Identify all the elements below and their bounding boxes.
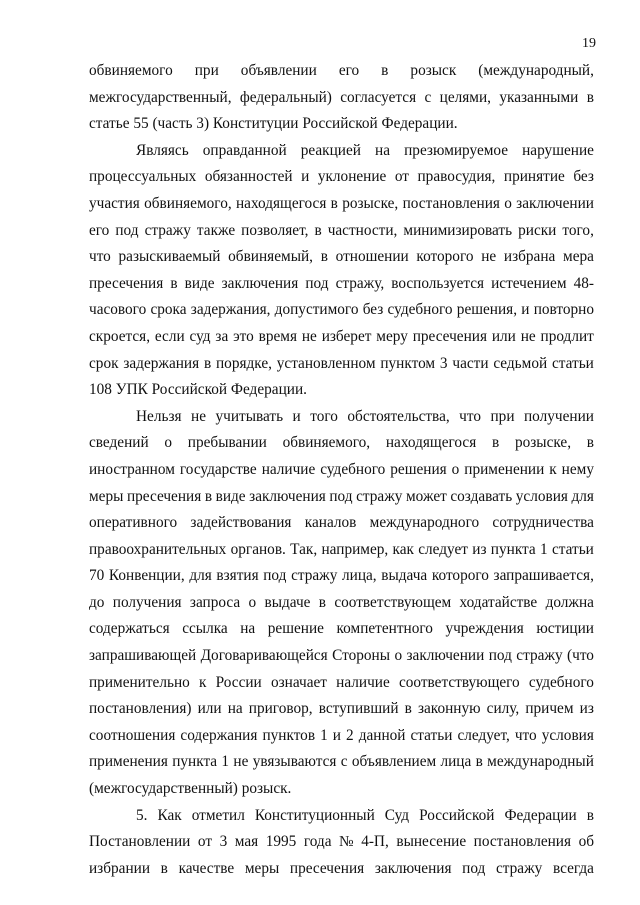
document-body xyxy=(89,58,594,882)
word: соотношения xyxy=(89,726,176,744)
word: целями, xyxy=(439,88,491,106)
word: ходатайстве xyxy=(459,593,538,611)
word: объявлении xyxy=(240,62,317,79)
word: увязываются xyxy=(252,753,337,771)
word: мая xyxy=(234,833,259,851)
word: наличие xyxy=(261,460,316,478)
word: истечением xyxy=(491,274,567,292)
word: в xyxy=(160,859,168,877)
word: об xyxy=(578,833,594,851)
word: из xyxy=(579,700,594,718)
word: срока xyxy=(150,301,187,319)
word: под xyxy=(115,221,139,239)
word: заключении xyxy=(516,194,594,212)
text-line xyxy=(89,616,594,643)
word: следует, xyxy=(457,726,510,744)
word: наличие xyxy=(336,673,390,691)
word: заключения xyxy=(249,487,326,505)
word: для xyxy=(571,487,594,505)
word: не xyxy=(233,753,249,771)
word: постановления xyxy=(473,833,572,851)
word: розыске, xyxy=(514,434,572,452)
word: согласуется xyxy=(340,88,417,106)
word: взятия xyxy=(216,567,259,585)
word: от xyxy=(197,833,213,851)
word: избрании xyxy=(89,859,151,877)
word: процессуальных xyxy=(89,168,197,186)
word: запроса xyxy=(189,593,241,611)
word: суд xyxy=(189,327,211,345)
word: на xyxy=(240,620,256,638)
word: года xyxy=(303,833,332,851)
word: может xyxy=(406,487,447,505)
text-line xyxy=(89,856,594,883)
text-line xyxy=(89,670,594,697)
word: без xyxy=(362,301,384,319)
word: заключения xyxy=(221,274,299,292)
word: избрана xyxy=(503,248,556,266)
word: без xyxy=(573,168,594,186)
word: частности, xyxy=(327,221,398,239)
word: федеральный) xyxy=(239,88,332,106)
word: пресечения xyxy=(126,487,202,505)
word: создавать xyxy=(450,487,513,505)
word: к xyxy=(199,673,207,691)
word: Российской xyxy=(419,806,495,824)
word: от xyxy=(394,168,409,186)
word: в xyxy=(314,221,322,239)
word: уклонение xyxy=(317,168,387,186)
text-line xyxy=(89,324,594,351)
word: задействования xyxy=(190,514,292,532)
word: обвиняемого, xyxy=(282,434,371,452)
text-line xyxy=(89,643,594,670)
word: не xyxy=(301,327,317,345)
word: правосудия, xyxy=(417,168,496,186)
word: розыске, xyxy=(342,194,399,212)
word: 1 xyxy=(221,753,230,771)
word: 70 xyxy=(89,567,105,585)
word: учитывать xyxy=(215,407,284,425)
word: под xyxy=(329,487,353,505)
word: каналов xyxy=(304,514,357,532)
word: мера xyxy=(563,248,594,266)
word: того, xyxy=(562,221,594,239)
word: время xyxy=(258,327,298,345)
word: которого xyxy=(431,567,489,585)
word: решения, xyxy=(456,301,518,319)
word: обвиняемого, xyxy=(144,194,232,212)
word: причем xyxy=(525,700,574,718)
word: обвиняемого xyxy=(89,62,173,79)
word: Договаривающейся xyxy=(200,647,328,665)
word: находящегося xyxy=(235,194,327,212)
word: 2 xyxy=(346,726,354,744)
word: нему xyxy=(561,460,594,478)
word: 1 xyxy=(320,726,328,744)
word: № xyxy=(339,833,354,851)
word: не xyxy=(191,407,206,425)
text-line xyxy=(89,484,594,511)
word: задержания, xyxy=(190,301,271,319)
word: международный xyxy=(487,753,594,771)
word: судебного xyxy=(387,301,453,319)
word: Стороны xyxy=(332,647,391,665)
word: стражу xyxy=(356,487,403,505)
word: меры xyxy=(244,859,280,877)
word: учреждения xyxy=(445,620,524,638)
word: органов. xyxy=(230,540,286,558)
word: обстоятельства, xyxy=(347,407,450,425)
word: сведений xyxy=(89,434,149,452)
word: заключении xyxy=(406,647,485,665)
word: в xyxy=(381,62,389,79)
word: в xyxy=(404,700,412,718)
text-line xyxy=(89,563,594,590)
word: запрашивается, xyxy=(493,567,594,585)
word: обвиняемый, xyxy=(228,248,313,266)
word: 1995 xyxy=(265,833,297,851)
word: международного xyxy=(369,514,480,532)
word: должна xyxy=(545,593,594,611)
text-line xyxy=(89,85,594,112)
text-line xyxy=(89,138,594,165)
word: седьмой xyxy=(493,354,548,372)
word: риски xyxy=(518,221,557,239)
word: решение xyxy=(267,620,324,638)
word: 48- xyxy=(573,274,594,292)
word: оправданной xyxy=(202,141,287,159)
word: также xyxy=(196,221,236,239)
word: применительно xyxy=(89,673,190,691)
word: 4-П, xyxy=(361,833,389,851)
word: пресечения xyxy=(412,327,487,345)
word: что xyxy=(514,726,537,744)
word: в xyxy=(170,274,178,292)
word: до xyxy=(89,593,105,611)
word: и xyxy=(292,407,301,425)
word: иностранном xyxy=(89,460,175,478)
text-line xyxy=(89,723,594,750)
word: в xyxy=(586,434,594,452)
word: законную xyxy=(417,700,481,718)
word: что xyxy=(459,407,481,425)
word: Федерации xyxy=(504,806,577,824)
word: под xyxy=(488,647,512,665)
word: часового xyxy=(89,301,147,319)
word: не xyxy=(520,327,536,345)
word: с xyxy=(424,88,432,106)
word: установленном xyxy=(276,354,376,372)
word: условия xyxy=(541,726,594,744)
word: в xyxy=(586,806,594,824)
word: запрашивающей xyxy=(89,647,197,665)
word: указанными xyxy=(499,88,579,106)
word: пресечения xyxy=(89,274,164,292)
text-line xyxy=(89,749,594,776)
word: как xyxy=(392,540,414,558)
word: и xyxy=(332,726,341,744)
word: пункта xyxy=(172,753,218,771)
word: его xyxy=(89,221,110,239)
word: о xyxy=(394,647,403,665)
word: участия xyxy=(89,194,140,212)
word: стражу xyxy=(291,567,338,585)
page-number: 19 xyxy=(582,36,596,51)
word: Как xyxy=(157,806,182,824)
word: из xyxy=(472,540,487,558)
text-line xyxy=(89,430,594,457)
word: отметил xyxy=(191,806,245,824)
word: лица xyxy=(440,753,472,771)
text-line xyxy=(89,164,594,191)
text-line xyxy=(89,271,594,298)
word: его xyxy=(338,62,360,79)
word: под xyxy=(263,567,287,585)
word: Конвенции, xyxy=(108,567,185,585)
word: или xyxy=(197,700,222,718)
word: скроется, xyxy=(89,327,151,345)
word: части xyxy=(452,354,489,372)
word: стражу xyxy=(516,647,563,665)
word: срок xyxy=(89,354,119,372)
word: изберет xyxy=(321,327,372,345)
word: воспользуется xyxy=(391,274,485,292)
word: стражу, xyxy=(335,274,385,292)
word: реакцией xyxy=(300,141,361,159)
word: при xyxy=(490,407,515,425)
text-line xyxy=(89,696,594,723)
word: заключения xyxy=(374,859,452,877)
word: Конституционный xyxy=(254,806,375,824)
word: в xyxy=(330,194,338,212)
word: о xyxy=(451,460,460,478)
word: позволяет, xyxy=(241,221,309,239)
word: если xyxy=(154,327,185,345)
word: сотрудничества xyxy=(492,514,594,532)
word: к xyxy=(549,460,557,478)
word: правоохранительных xyxy=(89,540,227,558)
word: находящегося xyxy=(385,434,477,452)
word: соответствующего xyxy=(398,673,520,691)
word: пресечения xyxy=(289,859,365,877)
word: судебного xyxy=(528,673,594,691)
word: о xyxy=(248,593,257,611)
word: постановления xyxy=(402,194,500,212)
word: содержания xyxy=(180,726,258,744)
word: решения xyxy=(390,460,447,478)
word: России xyxy=(215,673,262,691)
text-line xyxy=(89,590,594,617)
word: на xyxy=(227,700,243,718)
word: и xyxy=(521,301,530,319)
text-line: (межгосударственный) розыск. xyxy=(89,780,292,798)
word: в xyxy=(475,753,483,771)
word: разыскиваемый xyxy=(118,248,221,266)
word: лица, xyxy=(342,567,377,585)
word: компетентного xyxy=(336,620,433,638)
text-line xyxy=(89,404,594,431)
word: пункта xyxy=(490,540,536,558)
word: оперативного xyxy=(89,514,178,532)
word: не xyxy=(481,248,497,266)
word: в xyxy=(204,487,213,505)
text-line xyxy=(89,457,594,484)
word: в xyxy=(318,593,326,611)
word: означает xyxy=(270,673,327,691)
text-line xyxy=(89,510,594,537)
word: Постановлении xyxy=(89,833,191,851)
word: приговор, xyxy=(248,700,313,718)
word: 1 xyxy=(540,540,548,558)
word: силу, xyxy=(486,700,520,718)
word: о xyxy=(504,194,512,212)
word: межгосударственный, xyxy=(89,88,232,106)
word: под xyxy=(462,859,486,877)
word: пунктом xyxy=(380,354,436,372)
word: статьи xyxy=(551,540,594,558)
word: повторно xyxy=(533,301,594,319)
word: Являясь xyxy=(136,141,189,159)
word: стражу xyxy=(496,859,543,877)
word: следует xyxy=(418,540,468,558)
word: (что xyxy=(567,647,594,665)
word: выдаче xyxy=(264,593,311,611)
word: допустимого xyxy=(274,301,359,319)
word: Так, xyxy=(290,540,318,558)
word: розыск xyxy=(410,62,457,79)
word: презюмируемое xyxy=(404,141,509,159)
word: для xyxy=(189,567,212,585)
word: в xyxy=(203,354,212,372)
word: это xyxy=(233,327,254,345)
text-line xyxy=(89,297,594,324)
text-line xyxy=(89,244,594,271)
word: нарушение xyxy=(522,141,594,159)
word: минимизировать xyxy=(403,221,513,239)
word: 5. xyxy=(136,806,148,824)
word: с xyxy=(340,753,348,771)
text-line xyxy=(89,58,594,85)
word: пребывании xyxy=(187,434,267,452)
word: в xyxy=(586,88,594,106)
word: о xyxy=(164,434,173,452)
word: вступивший xyxy=(318,700,399,718)
word: (международный, xyxy=(478,62,594,79)
word: государстве xyxy=(179,460,257,478)
text-line xyxy=(89,218,594,245)
word: стражу xyxy=(144,221,191,239)
word: Нельзя xyxy=(136,407,182,425)
word: постановления) xyxy=(89,700,192,718)
text-line xyxy=(89,351,594,378)
word: меры xyxy=(89,487,124,505)
word: данной xyxy=(358,726,406,744)
word: судебного xyxy=(320,460,386,478)
text-line: статье 55 (часть 3) Конституции Российской Федерации. xyxy=(89,115,458,133)
word: при xyxy=(194,62,219,79)
word: порядке, xyxy=(215,354,272,372)
word: всегда xyxy=(552,859,594,877)
text-line xyxy=(89,829,594,856)
word: например, xyxy=(321,540,389,558)
text-line xyxy=(89,803,594,830)
word: 3 xyxy=(219,833,228,851)
word: ссылка xyxy=(182,620,228,638)
word: 3 xyxy=(439,354,448,372)
word: продлит xyxy=(540,327,594,345)
word: выдача xyxy=(381,567,428,585)
word: обязанностей xyxy=(204,168,293,186)
text-line xyxy=(89,537,594,564)
text-line xyxy=(89,191,594,218)
text-line: 108 УПК Российской Федерации. xyxy=(89,381,307,399)
word: задержания xyxy=(123,354,200,372)
word: статьи xyxy=(551,354,594,372)
word: содержаться xyxy=(89,620,170,638)
word: на xyxy=(375,141,391,159)
word: и xyxy=(301,168,310,186)
word: Суд xyxy=(384,806,410,824)
word: принятие xyxy=(503,168,565,186)
word: статьи xyxy=(410,726,453,744)
word: или xyxy=(491,327,516,345)
word: виде xyxy=(215,487,246,505)
word: получения xyxy=(112,593,182,611)
word: вынесение xyxy=(396,833,467,851)
word: под xyxy=(305,274,329,292)
word: юстиции xyxy=(536,620,594,638)
word: применении xyxy=(464,460,545,478)
word: соответствующем xyxy=(334,593,452,611)
word: меру xyxy=(376,327,408,345)
word: виде xyxy=(184,274,215,292)
word: объявлением xyxy=(351,753,437,771)
word: условия xyxy=(515,487,568,505)
word: пунктов xyxy=(262,726,316,744)
word: получении xyxy=(524,407,594,425)
word: что xyxy=(89,248,111,266)
word: которого xyxy=(416,248,474,266)
word: отношении xyxy=(335,248,409,266)
word: того xyxy=(310,407,338,425)
word: качестве xyxy=(178,859,235,877)
word: в xyxy=(320,248,328,266)
word: за xyxy=(215,327,229,345)
word: применения xyxy=(89,753,168,771)
word: в xyxy=(491,434,500,452)
